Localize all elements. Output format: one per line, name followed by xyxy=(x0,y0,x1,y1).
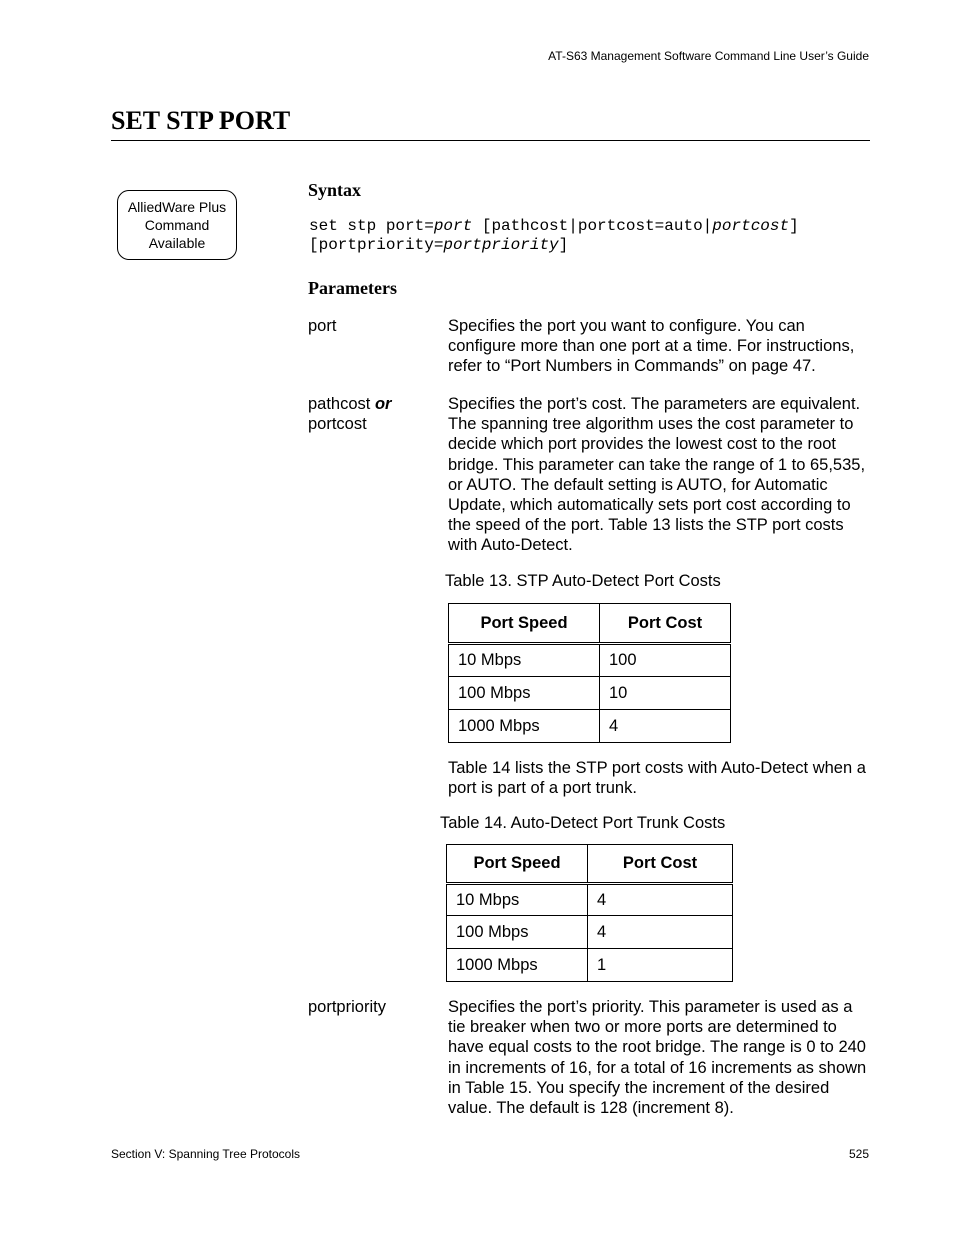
table-row xyxy=(449,644,731,677)
table-row xyxy=(447,949,733,982)
table-cell: 100 Mbps xyxy=(449,677,600,710)
syntax-variable: portcost xyxy=(712,217,790,235)
alliedware-plus-badge xyxy=(117,190,237,260)
table-header-cell: Port Cost xyxy=(588,845,733,884)
table-header-cell: Port Speed xyxy=(449,604,600,644)
table-14-caption: Table 14. Auto-Detect Port Trunk Costs xyxy=(440,814,726,832)
title-divider xyxy=(111,140,870,141)
badge-line: AlliedWare Plus xyxy=(127,199,227,215)
table-row xyxy=(447,884,733,916)
table-row xyxy=(449,677,731,710)
table-cell: 100 Mbps xyxy=(447,916,588,949)
page-title: SET STP PORT xyxy=(111,106,291,135)
table-header-row xyxy=(447,845,733,884)
footer-section: Section V: Spanning Tree Protocols xyxy=(111,1147,300,1161)
syntax-line-1 xyxy=(309,217,799,236)
syntax-variable: port xyxy=(433,217,473,235)
param-desc-port: Specifies the port you want to configure. You can configure more than one port at a time. For instructions, refer to “Port Numbers in Commands” on page 47. xyxy=(448,317,855,376)
table-13-caption: Table 13. STP Auto-Detect Port Costs xyxy=(445,572,721,590)
param-term-port: port xyxy=(308,317,337,335)
param-desc-pathcost: Specifies the port’s cost. The parameters are equivalent. The spanning tree algorithm uses the cost parameter to decide which port provides the lowest cost to the root bridge. This parameter can take the range of 1 to 65,535, or AUTO. The default setting is AUTO, for Automatic Update, which automatically sets port cost according to the speed of the port. Table 13 lists the STP port costs with Auto-Detect. xyxy=(448,395,866,555)
footer-page-number: 525 xyxy=(848,1147,869,1161)
table-cell: 10 xyxy=(600,677,731,710)
table-cell: 1000 Mbps xyxy=(447,949,588,982)
table-cell: 10 Mbps xyxy=(449,644,600,677)
badge-line: Command xyxy=(144,217,210,233)
running-header: AT-S63 Management Software Command Line User’s Guide xyxy=(548,49,869,63)
badge-line: Available xyxy=(148,235,206,251)
param-term-pathcost xyxy=(308,394,391,434)
trunk-paragraph: Table 14 lists the STP port costs with Auto-Detect when a port is part of a port trunk. xyxy=(448,759,866,798)
term-or: or xyxy=(374,395,392,413)
term-text: pathcost xyxy=(308,395,375,413)
table-row xyxy=(449,710,731,743)
syntax-text: [pathcost|portcost=auto| xyxy=(472,217,713,235)
syntax-text: ] xyxy=(789,217,799,235)
table-header-cell: Port Cost xyxy=(600,604,731,644)
table-cell: 1 xyxy=(588,949,733,982)
syntax-variable: portpriority xyxy=(443,236,559,254)
table-cell: 10 Mbps xyxy=(447,884,588,916)
table-cell: 100 xyxy=(600,644,731,677)
table-header-cell: Port Speed xyxy=(447,845,588,884)
syntax-text: [portpriority= xyxy=(309,236,444,254)
syntax-heading: Syntax xyxy=(308,180,362,200)
table-cell: 4 xyxy=(588,916,733,949)
table-row xyxy=(447,916,733,949)
syntax-text: set stp port= xyxy=(309,217,434,235)
syntax-line-2 xyxy=(309,236,568,255)
table-13 xyxy=(448,603,731,743)
table-cell: 4 xyxy=(600,710,731,743)
param-term-portpriority: portpriority xyxy=(308,998,386,1016)
term-text: portcost xyxy=(308,415,367,433)
syntax-text: ] xyxy=(558,236,569,254)
table-14 xyxy=(446,844,733,982)
parameters-heading: Parameters xyxy=(308,278,397,298)
table-header-row xyxy=(449,604,731,644)
table-cell: 4 xyxy=(588,884,733,916)
table-cell: 1000 Mbps xyxy=(449,710,600,743)
param-desc-portpriority: Specifies the port’s priority. This parameter is used as a tie breaker when two or more ports are determined to have equal costs to the root bridge. The range is 0 to 240 in increments of 16, for a total of 16 increments as shown in Table 15. You specify the increment of the desired value. The default is 128 (increment 8). xyxy=(448,998,867,1118)
